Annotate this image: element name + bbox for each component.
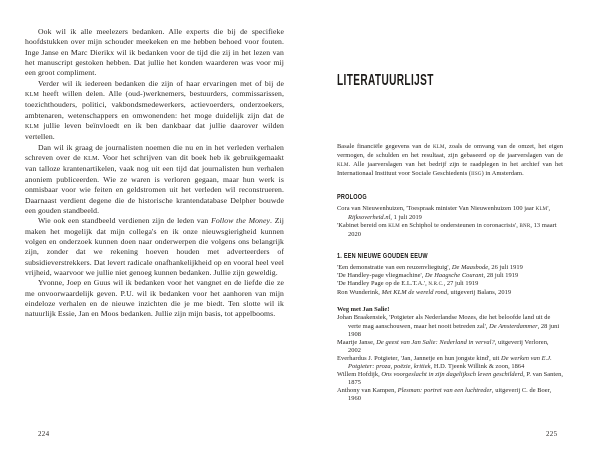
page-number-right: 225 [546, 430, 558, 438]
text-run: , uitgeverij Verloren, 2002 [348, 338, 549, 354]
text-run: , uitgeverij Balans, 2019 [447, 289, 512, 297]
right-page [337, 72, 563, 404]
italic-text: De Maasbode [451, 264, 489, 271]
small-caps-text: N.R.C. [428, 282, 444, 288]
paragraph [25, 79, 284, 143]
italic-text: De Amsterdammer [489, 322, 538, 330]
bibliography-entry [337, 205, 563, 222]
text-run: , P. van Santen, 1875 [348, 371, 563, 387]
italic-text: Ons voorgeslacht in zijn dagelijksch leven geschilderd [381, 371, 524, 379]
text-run: Verder wil ik iedereen bedanken die zijn of haar ervaringen met of bij de [38, 78, 284, 88]
small-caps-text: IISG [471, 172, 482, 178]
text-run: 'De Handley Page op de E.L.T.A.', [337, 280, 429, 288]
paragraph [25, 278, 284, 319]
chapter-title: LITERATUURLIJST [337, 72, 434, 89]
bibliography-entry [337, 264, 563, 272]
text-run: , 27 juli 1919 [443, 280, 479, 288]
text-run: 'Kabinet bereid om [337, 221, 389, 229]
text-run: Basale financiële gegevens van de [337, 143, 433, 150]
section-heading: PROLOOG [337, 193, 367, 201]
bibliography-entry [337, 272, 563, 280]
section-heading: 1. EEN NIEUWE GOUDEN EEUW [337, 253, 428, 260]
text-run: heeft willen delen. Alle (oud-)werknemers, bestuurders, commissarissen, toezichthouders, politici, vakbondsmedewerkers, actievoerders, onderzoekers, ambtenaren, wetenschappers en omwonenden: het moge duidelijk zijn dat de [25, 89, 284, 120]
text-run: , 26 juli 1919 [488, 264, 523, 271]
text-run: Ook wil ik alle meelezers bedanken. Alle experts die bij de specifieke hoofdstukken over mijn schouder meekeken en me hebben behoed voor fouten. Inge Janse en Marc Dierikx wil ik bedanken voor de tijd die zij in het lezen van het manuscript gestoken hebben. Dat jullie het konden waarderen was voor mij een groot compliment. [25, 27, 284, 78]
bibliography-sections [337, 194, 563, 404]
text-run: . Voor het schrijven van dit boek heb ik gebruikgemaakt van talloze krantenartikelen, vaak nog uit een tijd dat journalisten hun verhalen anoniem publiceerden. Wie ze waren is verloren gegaan, maar hun werk is onmisbaar voor wie feiten en geldstromen uit het verleden wil reconstrueren. Daarnaast verdient degene die de historische krantendatabase Delpher bouwde een gouden standbeeld. [25, 153, 285, 215]
text-run: Everhardus J. Potgieter, 'Jan, Jannetje en hun jongste kind', uit [337, 354, 502, 362]
text-run: , H.D. Tjeenk Willink & zoon, 1864 [430, 363, 525, 371]
italic-text: De geest van Jan Salie: Nederland in verval? [376, 338, 495, 346]
page-number-left: 224 [38, 430, 50, 438]
text-run: Anthony van Kampen, [337, 387, 398, 395]
bibliography-entry [337, 280, 563, 289]
text-run: Yvonne, Joep en Guus wil ik bedanken voor het vangnet en de liefde die ze me onvoorwaardelijk geven. P.U. wil ik bedanken voor het aanhoren van mijn eindeloze verhalen en de nieuwe inzichten die je me biedt. Ten slotte wil ik natuurlijk Essie, Jan en Moos bedanken. Jullie zijn mijn basis, tot appelbooms. [25, 278, 284, 319]
text-run: , 1 juli 2019 [390, 213, 422, 221]
text-run: 'De Handley-page vliegmachine', [337, 272, 426, 280]
small-caps-text: KLM [432, 145, 445, 150]
bibliography-entry [337, 371, 563, 387]
acknowledgements-text [25, 27, 284, 320]
bibliography-entry [337, 314, 563, 338]
small-caps-text: KLM [25, 124, 40, 131]
italic-text: De werken van E.J. Potgieter: proza, poëzie, kritiek [348, 354, 552, 371]
bibliography-entry [337, 339, 563, 355]
text-run: jullie leven beïnvloedt en ik ben dankbaar dat jullie daarover wilden vertellen. [25, 121, 284, 142]
italic-text: Met KLM de wereld rond [381, 289, 448, 297]
text-run: ', [547, 204, 551, 212]
text-run: Maartje Janse, [337, 338, 377, 346]
text-run: Johan Braakensiek, 'Potgieter als Nederlandse Mozes, die het beloofde land uit de verte mag aanschouwen, maar het nooit betreden zal', [337, 314, 551, 330]
text-run: Cora van Nieuwenhuizen, 'Toespraak minister Van Nieuwenhuizen 100 jaar [337, 204, 536, 212]
bibliography-intro [337, 143, 563, 180]
bibliography-entry [337, 289, 563, 297]
text-run: 'Een demonstratie van een reuzenvliegtuig', [337, 264, 452, 271]
text-run: . Alle jaarverslagen van het bedrijf zijn te raadplegen in het archief van het Internationaal Instituut voor Sociale Geschiedenis ( [337, 160, 563, 178]
text-run: , 28 juli 1919 [483, 272, 519, 280]
italic-text: De Haagsche Courant [425, 272, 484, 280]
text-run: ) in Amsterdam. [481, 170, 524, 178]
left-page [25, 27, 284, 320]
small-caps-text: KLM [337, 162, 349, 168]
small-caps-text: BNR [519, 223, 531, 229]
text-run: , zoals de omvang van de omzet, het eigen vermogen, de schulden en het resultaat, zijn gebaseerd op de jaarverslagen van de [337, 143, 563, 160]
subsection-heading: Weg met Jan Salie! [337, 306, 390, 314]
text-run: Willem Hofdijk, [337, 371, 382, 379]
text-run: Ron Wunderink, [337, 289, 382, 297]
paragraph [25, 27, 284, 79]
text-run: en Schiphol te ondersteunen in coronacrisis', [399, 221, 520, 229]
bibliography-entry [337, 222, 563, 239]
small-caps-text: KLM [535, 206, 548, 212]
paragraph [25, 216, 284, 278]
text-run: , 13 maart 2020 [348, 221, 557, 238]
bibliography-entry [337, 355, 563, 371]
italic-text: Follow the Money [211, 216, 270, 226]
text-run: . Zij maken het mogelijk dat mijn collega's en ik onze nieuwsgierigheid kunnen volgen en onderzoek kunnen doen naar onderwerpen die volgens ons belangrijk zijn, zonder dat we rekening hoeven houden met adverteerders of subsidieverstrekkers. Dat levert radicale onafhankelijkheid op en vooral heel veel vrijheid, waarvoor we jullie niet genoeg kunnen bedanken. Jullie zijn geweldig. [25, 216, 284, 277]
italic-text: Rijksoverheid.nl [348, 213, 391, 221]
small-caps-text: KLM [25, 92, 40, 99]
paragraph [25, 143, 284, 216]
text-run: Wie ook een standbeeld verdienen zijn de leden van [38, 216, 212, 226]
text-run: , uitgeverij C. de Boer, 1960 [348, 387, 552, 403]
small-caps-text: KLM [388, 223, 400, 229]
small-caps-text: KLM [83, 156, 98, 163]
text-run: , 28 juni 1908 [348, 322, 560, 338]
italic-text: Plesman: portret van een luchtreder [397, 387, 492, 395]
bibliography-entry [337, 387, 563, 403]
text-run: Dan wil ik graag de journalisten noemen die nu en in het verleden verhalen schreven over de [25, 142, 284, 163]
